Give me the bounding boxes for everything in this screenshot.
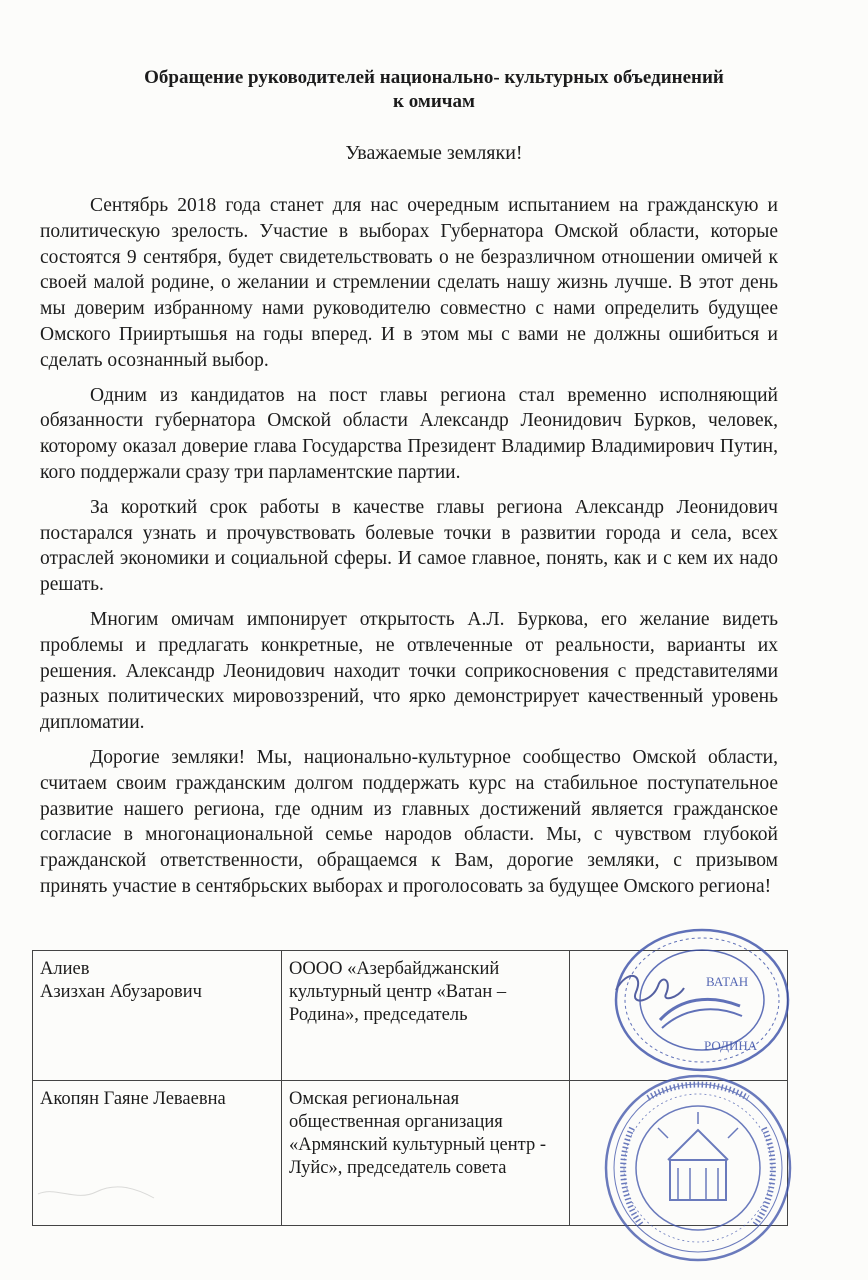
stamp-text: ВАТАН xyxy=(706,974,749,989)
paragraph: Одним из кандидатов на пост главы региона стал временно исполняющий обязанности губернатора Омской области Александр Леонидович Бурков, человек, которому оказал доверие глава Государства Президент Владимир Владимирович Путин, кого поддержали сразу три парламентские партии. xyxy=(40,384,778,483)
greeting: Уважаемые земляки! xyxy=(345,142,523,164)
signatory-organization: ОООО «Азербайджанский культурный центр «Ватан – Родина», председатель xyxy=(282,951,570,1081)
organization-stamp-luys xyxy=(598,1068,798,1268)
paragraph: За короткий срок работы в качестве главы региона Александр Леонидович постарался узнать и прочувствовать болевые точки в развитии города и села, всех отраслей экономики и социальной сферы. И самое главное, понять, как и с кем их надо решать. xyxy=(40,496,778,596)
stamp-text: РОДИНА xyxy=(704,1038,758,1053)
document-title: Обращение руководителей национально- культурных объединений к омичам xyxy=(144,67,724,112)
signatory-organization: Омская региональная общественная организация «Армянский культурный центр - Луйс», председатель совета xyxy=(282,1081,570,1226)
appeal-body xyxy=(40,193,778,909)
paragraph: Дорогие земляки! Мы, национально-культурное сообщество Омской области, считаем своим гражданским долгом поддержать курс на стабильное поступательное развитие нашего региона, где одним из главных достижений является гражданское согласие в многонациональной семье народов области. Мы, с чувством глубокой гражданской ответственности, обращаемся к Вам, дорогие земляки, с призывом принять участие в сентябрьских выборах и проголосовать за будущее Омского региона! xyxy=(40,746,778,897)
signatory-name: Алиев Азизхан Абузарович xyxy=(33,951,282,1081)
organization-stamp-vatan xyxy=(600,928,795,1078)
faint-ink-mark xyxy=(36,1180,156,1210)
signatory-name: Акопян Гаяне Леваевна xyxy=(33,1081,282,1226)
paragraph: Многим омичам импонирует открытость А.Л. Буркова, его желание видеть проблемы и предлагать конкретные, не отвлеченные от реальности, варианты их решения. Александр Леонидович находит точки соприкосновения с представителями разных политических мировоззрений, что ярко демонстрирует качественный уровень дипломатии. xyxy=(40,608,778,734)
paragraph: Сентябрь 2018 года станет для нас очередным испытанием на гражданскую и политическую зрелость. Участие в выборах Губернатора Омской области, которые состоятся 9 сентября, будет свидетельствовать о не безразличном отношении омичей к своей малой родине, о желании и стремлении сделать нашу жизнь лучше. В этот день мы доверим избранному нами руководителю совместно с нами определить будущее Омского Прииртышья на годы вперед. И в этом мы с вами не должны ошибиться и сделать осознанный выбор. xyxy=(40,195,778,371)
